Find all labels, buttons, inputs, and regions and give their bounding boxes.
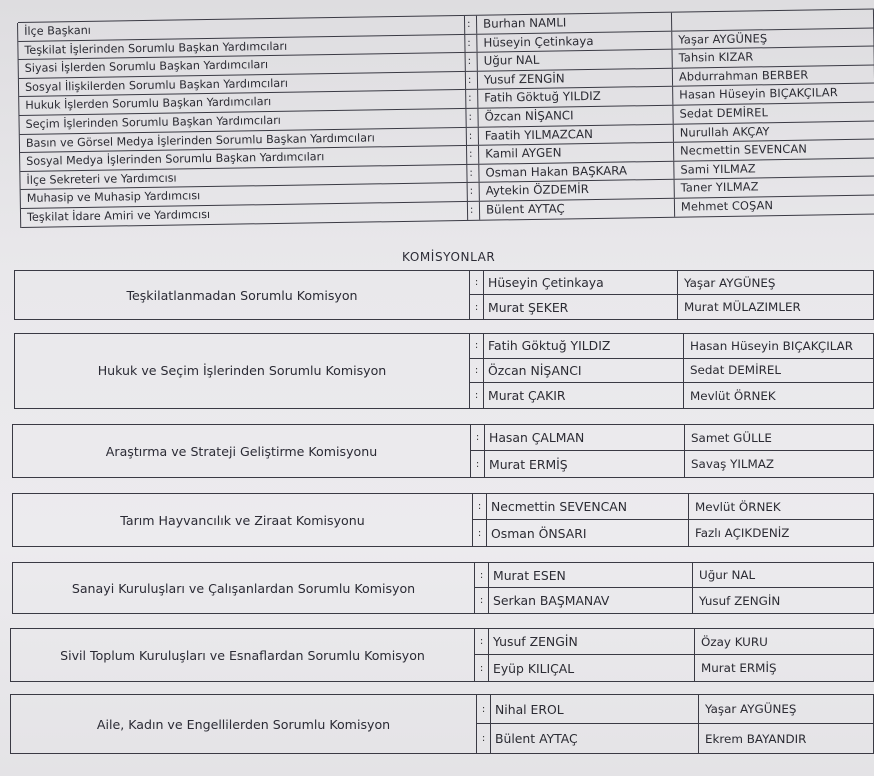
commission-member-name: Necmettin SEVENCAN (487, 494, 689, 520)
official-deputy-name: Sedat DEMİREL (672, 103, 874, 124)
official-role: Hukuk İşlerden Sorumlu Başkan Yardımcıları (25, 95, 272, 113)
official-role: Sosyal İlişkilerden Sorumlu Başkan Yardımcıları (24, 76, 289, 94)
commission-alternate-name: Mevlüt ÖRNEK (689, 494, 873, 520)
official-deputy-name (671, 10, 874, 31)
commission-name: Teşkilatlanmadan Sorumlu Komisyon (15, 271, 470, 319)
official-deputy-name: Nurullah AKÇAY (673, 121, 874, 142)
colon-separator: : (470, 359, 484, 384)
colon-separator: : (466, 165, 478, 183)
colon-separator: : (466, 127, 478, 145)
official-name: Bülent AYTAÇ (479, 199, 674, 220)
official-role: Sosyal Medya İşlerinden Sorumlu Başkan Yardımcıları (26, 150, 325, 169)
colon-separator: : (475, 563, 489, 588)
commission-alternate-name: Uğur NAL (693, 563, 873, 588)
colon-separator: : (464, 16, 476, 34)
official-name: Hüseyin Çetinkaya (476, 31, 671, 52)
commission-alternate-name: Özay KURU (695, 629, 873, 655)
official-deputy-name: Abdurrahman BERBER (672, 65, 874, 86)
commission-block (10, 694, 874, 754)
commissions-heading: KOMİSYONLAR (402, 250, 496, 264)
official-deputy-name: Sami YILMAZ (673, 158, 874, 179)
commission-alternate-name: Samet GÜLLE (685, 425, 873, 451)
official-deputy-name: Tahsin KIZAR (672, 47, 874, 68)
commission-alternate-name: Mevlüt ÖRNEK (690, 388, 776, 403)
commission-member-name: Eyüp KILIÇAL (489, 655, 695, 681)
colon-separator: : (465, 109, 477, 127)
commission-alternate-name: Savaş YILMAZ (691, 457, 775, 471)
commission-name: Aile, Kadın ve Engellilerden Sorumlu Komisyon (11, 695, 477, 753)
commission-block (12, 424, 874, 478)
commission-block (10, 628, 874, 682)
commission-member-name: Murat ŞEKER (484, 295, 678, 319)
official-name: Fatih Göktuğ YILDIZ (477, 87, 672, 108)
commission-name: Sivil Toplum Kuruluşları ve Esnaflardan Sorumlu Komisyon (11, 629, 475, 681)
commission-alternate-name: Ekrem BAYANDIR (705, 731, 807, 746)
commission-name: Hukuk ve Seçim İşlerinden Sorumlu Komisyon (15, 334, 470, 408)
commission-alternate-name: Yaşar AYGÜNEŞ (678, 271, 873, 295)
official-role: Seçim İşlerinden Sorumlu Başkan Yardımcıları (25, 113, 281, 131)
commission-member-name: Fatih Göktuğ YILDIZ (484, 334, 684, 359)
commission-name: Sanayi Kuruluşları ve Çalışanlardan Sorumlu Komisyon (13, 563, 475, 613)
commission-member-name: Murat ÇAKIR (484, 383, 684, 408)
colon-separator: : (466, 146, 478, 164)
commission-alternate-name: Yusuf ZENGİN (699, 593, 781, 608)
colon-separator: : (465, 72, 477, 90)
commission-name: Araştırma ve Strateji Geliştirme Komisyonu (13, 425, 471, 477)
commission-block (14, 270, 874, 320)
colon-separator: : (475, 588, 489, 613)
official-deputy-name: Mehmet COŞAN (674, 195, 874, 216)
official-role: İlçe Sekreteri ve Yardımcısı (26, 171, 177, 187)
officials-table (18, 9, 874, 228)
colon-separator: : (473, 520, 487, 546)
colon-separator: : (473, 494, 487, 520)
commission-block (12, 493, 874, 547)
official-role: Teşkilat İdare Amiri ve Yardımcısı (26, 207, 211, 224)
official-name: Faatih YILMAZCAN (478, 124, 673, 145)
colon-separator: : (470, 383, 484, 408)
official-role: Muhasip ve Muhasip Yardımcısı (26, 189, 201, 206)
commission-name: Tarım Hayvancılık ve Ziraat Komisyonu (13, 494, 473, 546)
official-deputy-name: Hasan Hüseyin BIÇAKÇILAR (672, 84, 874, 105)
commission-member-name: Yusuf ZENGİN (489, 629, 695, 655)
colon-separator: : (467, 183, 479, 201)
official-deputy-name: Necmettin SEVENCAN (673, 140, 874, 161)
colon-separator: : (475, 655, 489, 681)
colon-separator: : (471, 425, 485, 451)
colon-separator: : (464, 34, 476, 52)
official-deputy-name: Yaşar AYGÜNEŞ (671, 28, 874, 49)
official-role: Siyasi İşlerden Sorumlu Başkan Yardımcıları (24, 58, 269, 76)
colon-separator: : (470, 271, 484, 295)
official-name: Yusuf ZENGİN (477, 69, 672, 90)
official-name: Kamil AYGEN (478, 143, 673, 164)
official-deputy-name: Taner YILMAZ (674, 177, 874, 198)
colon-separator: : (477, 695, 491, 724)
commission-member-name: Nihal EROL (491, 695, 699, 724)
colon-separator: : (465, 53, 477, 71)
commission-member-name: Murat ESEN (489, 563, 693, 588)
official-role: Basın ve Görsel Medya İşlerinden Sorumlu Başkan Yardımcıları (25, 130, 375, 150)
official-name: Burhan NAMLI (476, 13, 671, 34)
commission-alternate-name: Fazlı AÇIKDENİZ (695, 526, 790, 540)
official-name: Uğur NAL (477, 50, 672, 71)
official-role: Teşkilat İşlerinden Sorumlu Başkan Yardımcıları (24, 39, 288, 57)
colon-separator: : (470, 295, 484, 319)
colon-separator: : (475, 629, 489, 655)
commission-member-name: Hüseyin Çetinkaya (484, 271, 678, 295)
commission-member-name: Murat ERMİŞ (485, 451, 685, 477)
commission-member-name: Bülent AYTAÇ (491, 724, 699, 753)
commission-alternate-name: Murat ERMİŞ (701, 661, 777, 675)
colon-separator: : (470, 334, 484, 359)
commission-member-name: Hasan ÇALMAN (485, 425, 685, 451)
commission-block (14, 333, 874, 409)
colon-separator: : (465, 90, 477, 108)
colon-separator: : (471, 451, 485, 477)
commission-member-name: Osman ÖNSARI (487, 520, 689, 546)
official-name: Osman Hakan BAŞKARA (478, 161, 673, 182)
colon-separator: : (467, 202, 479, 220)
official-name: Özcan NİŞANCI (477, 106, 672, 127)
official-name: Aytekin ÖZDEMİR (479, 180, 674, 201)
commission-alternate-name: Hasan Hüseyin BIÇAKÇILAR (684, 334, 873, 359)
commission-member-name: Özcan NİŞANCI (484, 359, 684, 384)
commission-block (12, 562, 874, 614)
commission-alternate-name: Murat MÜLAZIMLER (684, 300, 801, 314)
colon-separator: : (477, 724, 491, 753)
commission-member-name: Serkan BAŞMANAV (489, 588, 693, 613)
official-role: İlçe Başkanı (24, 23, 91, 38)
commission-alternate-name: Sedat DEMİREL (684, 359, 873, 384)
commission-alternate-name: Yaşar AYGÜNEŞ (699, 695, 873, 724)
